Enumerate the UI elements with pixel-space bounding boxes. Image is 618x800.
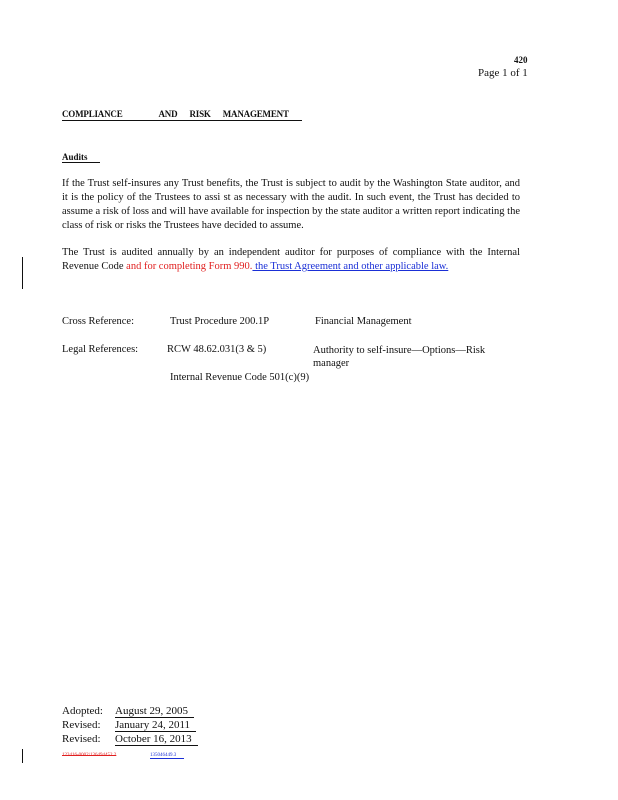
date-value: August 29, 2005	[115, 705, 194, 718]
revision-bar	[22, 749, 23, 763]
footer-inserted-doc-code: 135046449.3	[150, 753, 184, 759]
cross-reference-label: Cross Reference:	[62, 316, 135, 327]
section-title-part: AND	[158, 109, 178, 119]
cross-reference-topic: Financial Management	[315, 316, 412, 327]
date-value: October 16, 2013	[115, 733, 198, 746]
section-title-part: COMPLIANCE	[62, 109, 123, 119]
inserted-text: the Trust Agreement and other applicable law.	[252, 261, 449, 272]
paragraph-annual-audit	[62, 246, 520, 274]
subheading: Audits	[62, 152, 100, 163]
legal-reference-rcw-description: Authority to self-insure—Options—Risk manager	[313, 345, 486, 369]
deleted-text: and for completing Form 990.	[126, 261, 253, 272]
footer-deleted-doc-code: 123416-0002/136494452.2	[62, 753, 117, 758]
date-value: January 24, 2011	[115, 719, 196, 732]
section-title	[62, 109, 302, 121]
section-title-part: RISK	[189, 109, 211, 119]
legal-reference-rcw: RCW 48.62.031(3 & 5)	[167, 344, 267, 355]
legal-reference-irc: Internal Revenue Code 501(c)(9)	[170, 372, 310, 383]
page-indicator: Page 1 of 1	[478, 67, 528, 79]
date-label: Revised:	[62, 719, 101, 731]
paragraph-text: The Trust is audited annually by an independent auditor for purposes of compliance with the Internal Revenue Code	[62, 247, 520, 272]
date-label: Adopted:	[62, 705, 103, 717]
paragraph-audit-policy: If the Trust self-insures any Trust benefits, the Trust is subject to audit by the Washington State auditor, and it is the policy of the Trustees to assi st as necessary with the audit. In such event, the Trust has decided to assume a risk of loss and will have available for inspection by the state auditor a written report indicating the class of risk or risks the Trustees have decided to assume.	[62, 178, 520, 231]
policy-number: 420	[514, 55, 528, 65]
date-label: Revised:	[62, 733, 101, 745]
legal-references-label: Legal References:	[62, 344, 139, 355]
cross-reference-procedure: Trust Procedure 200.1P	[170, 316, 270, 327]
section-title-part: MANAGEMENT	[222, 109, 289, 119]
revision-bar	[22, 257, 23, 289]
